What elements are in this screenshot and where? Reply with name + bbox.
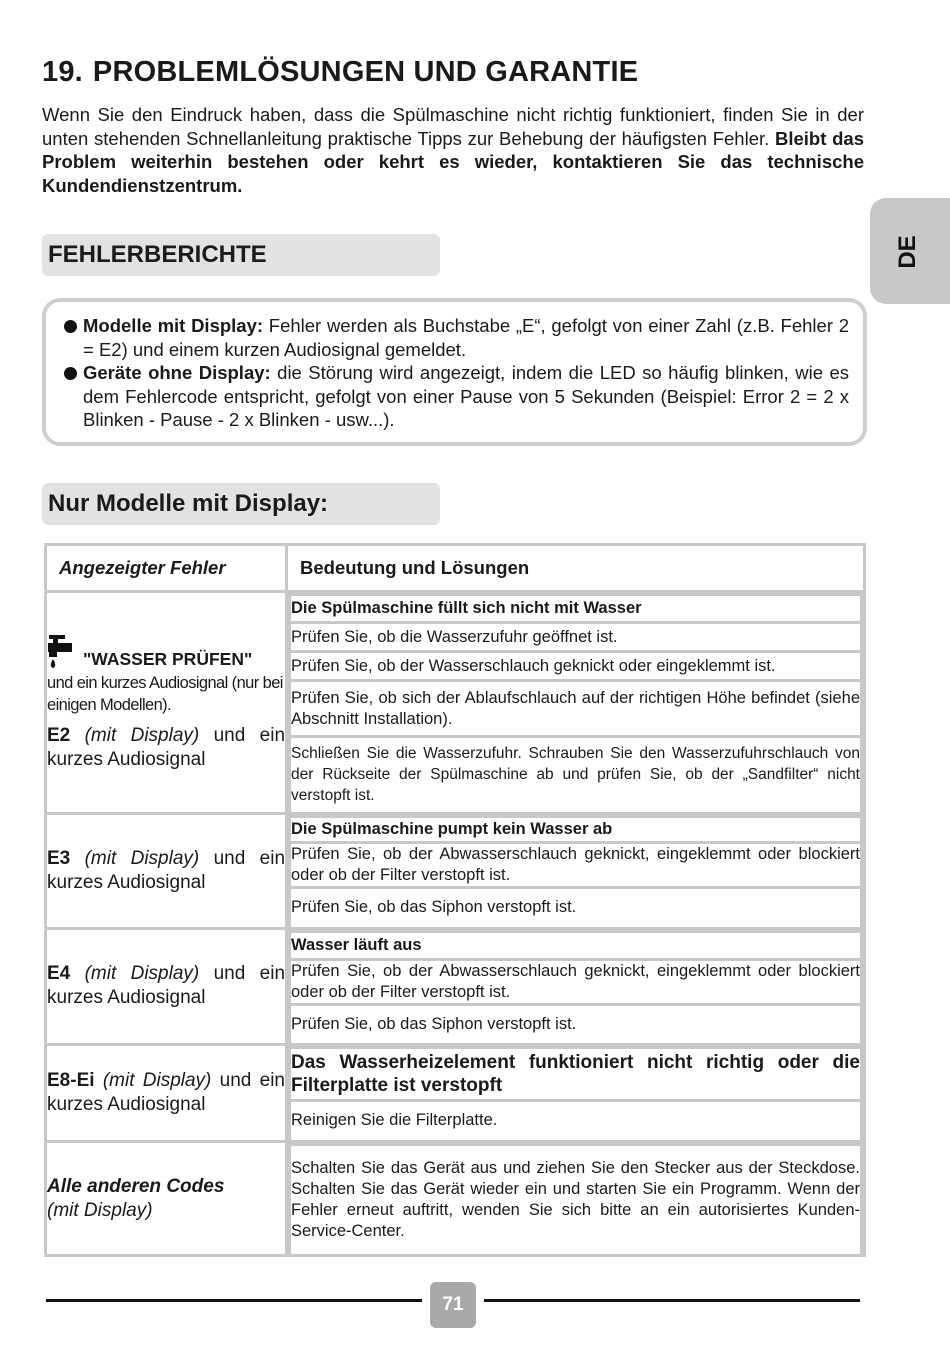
table-row-e2 <box>46 592 865 814</box>
bullet-text: Fehler werden als Buchstabe „E“, gefolgt von einer Zahl (z.B. Fehler 2 = E2) und einem kurzen Audiosignal gemeldet. <box>83 315 850 360</box>
bullet-no-display-devices <box>64 361 849 432</box>
error-code: E4 <box>47 963 71 985</box>
problem-heading: Das Wasserheizelement funktioniert nicht richtig oder die Filterplatte ist verstopft <box>290 1047 862 1100</box>
error-cell <box>46 1142 287 1256</box>
column-header-solutions: Bedeutung und Lösungen <box>287 545 865 592</box>
bullet-label: Modelle mit Display: <box>83 315 264 336</box>
error-code-description <box>47 962 285 1010</box>
bullet-label: Geräte ohne Display: <box>83 362 271 383</box>
page-number: 71 <box>430 1282 476 1328</box>
solution-item: Prüfen Sie, ob der Abwasserschlauch geknickt, eingeklemmt oder blockiert oder ob der Filter verstopft ist. <box>290 842 862 887</box>
table-row-e8 <box>46 1044 865 1142</box>
solutions-cell <box>287 1142 865 1256</box>
error-cell <box>46 592 287 814</box>
intro-text: Wenn Sie den Eindruck haben, dass die Spülmaschine nicht richtig funktioniert, finden Sie in der unten stehenden Schnellanleitung praktische Tipps zur Behebung der häufigsten Fehler. <box>42 104 864 149</box>
error-code-suffix: und ein kurzes Audiosignal <box>47 847 286 893</box>
footer-divider-right <box>484 1299 860 1302</box>
error-code-suffix: und ein kurzes Audiosignal <box>47 725 286 771</box>
bullet-dot-icon <box>64 320 77 333</box>
error-code: E2 <box>47 725 71 747</box>
solution-item: Prüfen Sie, ob der Abwasserschlauch geknickt, eingeklemmt oder blockiert oder ob der Filter verstopft ist. <box>290 960 862 1005</box>
water-check-note: und ein kurzes Audiosignal (nur bei einigen Modellen). <box>47 674 283 715</box>
error-code-mode: (mit Display) <box>47 1199 153 1221</box>
problem-heading: Die Spülmaschine pumpt kein Wasser ab <box>290 816 862 842</box>
error-code-description <box>47 1069 285 1117</box>
table-row-other-codes <box>46 1142 865 1256</box>
table-row-e3 <box>46 813 865 929</box>
error-code-description <box>47 724 285 772</box>
error-code-table <box>44 543 866 1257</box>
section-number: 19. <box>42 56 83 88</box>
solutions-list <box>288 930 863 1043</box>
error-code: E8-Ei <box>47 1069 95 1091</box>
error-code-suffix: und ein kurzes Audiosignal <box>47 1069 285 1115</box>
intro-bold-text: Bleibt das Problem weiterhin bestehen oder kehrt es wieder, kontaktieren Sie das technische Kundendienstzentrum. <box>42 127 864 196</box>
solutions-cell <box>287 1044 865 1142</box>
error-code-mode: (mit Display) <box>102 1069 212 1091</box>
solution-item: Schalten Sie das Gerät aus und ziehen Sie den Stecker aus der Steckdose. Schalten Sie das Gerät wieder ein und starten Sie ein Programm. Wenn der Fehler erneut auftritt, wenden Sie sich bitte an ein autorisiertes Kunden-Service-Center. <box>290 1145 862 1255</box>
fehlerberichte-heading: FEHLERBERICHTE <box>42 234 440 276</box>
solutions-cell <box>287 813 865 929</box>
solution-item: Prüfen Sie, ob der Wasserschlauch geknickt oder eingeklemmt ist. <box>290 652 862 681</box>
error-code-mode: (mit Display) <box>84 847 200 869</box>
title-text: PROBLEMLÖSUNGEN UND GARANTIE <box>92 56 639 88</box>
solution-item: Prüfen Sie, ob das Siphon verstopft ist. <box>290 887 862 927</box>
bullet-dot-icon <box>64 367 77 380</box>
error-cell <box>46 1044 287 1142</box>
table-row-e4 <box>46 929 865 1045</box>
solutions-cell <box>287 592 865 814</box>
bullet-display-models <box>64 314 849 361</box>
intro-paragraph <box>42 103 864 197</box>
water-check-indicator <box>47 632 285 670</box>
bullet-text: die Störung wird angezeigt, indem die LED so häufig blinken, wie es dem Fehlercode entspricht, gefolgt von einer Pause von 5 Sekunden (Beispiel: Error 2 = 2 x Blinken - Pause - 2 x Blinken - usw...). <box>83 362 850 430</box>
problem-heading: Wasser läuft aus <box>290 932 862 960</box>
page-title <box>42 56 638 89</box>
solution-item: Prüfen Sie, ob das Siphon verstopft ist. <box>290 1005 862 1043</box>
language-tab <box>870 198 950 304</box>
solution-item: Prüfen Sie, ob die Wasserzufuhr geöffnet ist. <box>290 623 862 652</box>
water-tap-icon <box>47 632 77 670</box>
solution-item: Prüfen Sie, ob sich der Ablaufschlauch auf der richtigen Höhe befindet (siehe Abschnitt Installation). <box>290 681 862 737</box>
error-code-description <box>47 847 285 895</box>
display-models-heading: Nur Modelle mit Display: <box>42 483 440 525</box>
solutions-list <box>288 815 863 928</box>
solutions-cell <box>287 929 865 1045</box>
footer-divider-left <box>46 1299 422 1302</box>
error-cell <box>46 813 287 929</box>
error-code: E3 <box>47 847 71 869</box>
solutions-list <box>288 1046 863 1141</box>
solution-item: Schließen Sie die Wasserzufuhr. Schrauben Sie den Wasserzufuhrschlauch von der Rückseite der Spülmaschine ab und prüfen Sie, ob der „Sandfilter“ nicht verstopft ist. <box>290 737 862 812</box>
solutions-list <box>288 593 863 812</box>
language-tab-label: DE <box>894 235 921 269</box>
error-code-suffix: und ein kurzes Audiosignal <box>47 963 286 1009</box>
error-cell <box>46 929 287 1045</box>
error-code-description <box>47 1175 285 1223</box>
table-header-row <box>46 545 865 592</box>
column-header-error: Angezeigter Fehler <box>46 545 287 592</box>
solutions-list <box>288 1143 863 1254</box>
error-code-mode: (mit Display) <box>84 963 200 985</box>
water-check-label: "WASSER PRÜFEN" <box>83 649 253 670</box>
problem-heading: Die Spülmaschine füllt sich nicht mit Wasser <box>290 595 862 623</box>
error-code: Alle anderen Codes <box>47 1175 225 1197</box>
error-report-infobox <box>42 298 867 446</box>
error-code-mode: (mit Display) <box>84 725 200 747</box>
solution-item: Reinigen Sie die Filterplatte. <box>290 1100 862 1140</box>
